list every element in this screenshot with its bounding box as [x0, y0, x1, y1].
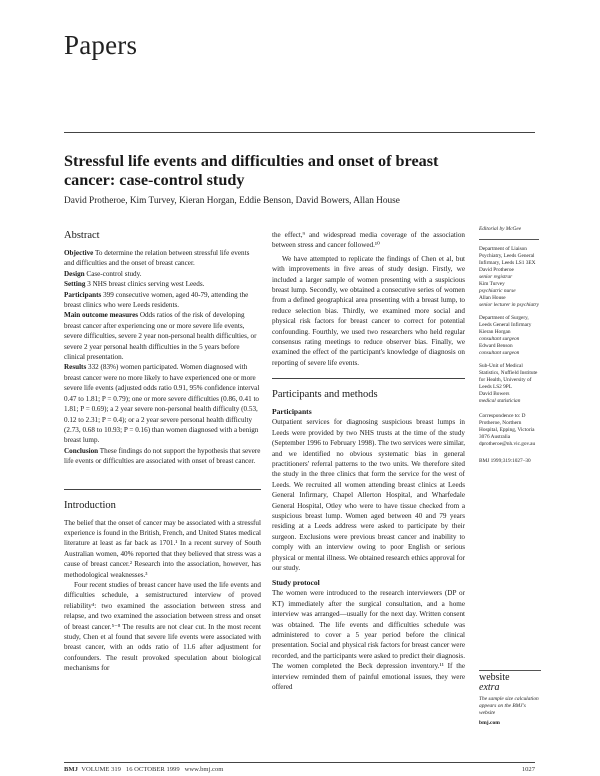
- page-footer: [64, 766, 535, 773]
- col2-paragraph-1: the effect,⁹ and widespread media coverage of the association between stress and cancer followed.¹⁰: [272, 231, 465, 250]
- abstract-results: Results 332 (83%) women participated. Women diagnosed with breast cancer were no more likely to have experienced one or more severe life events (adjusted odds ratio 0.91, 95% confidence interval 0.47 to 1.81; P = 0.79); one or more severe difficulties (0.86, 0.41 to 1.81; P = 0.69); a 2 year severe non-personal health difficulty (0.53, 0.12 to 2.31; P = 0.4); or a 2 year severe personal health difficulty (2.73, 0.68 to 10.93; P = 0.16) than women diagnosed with a benign breast lump.: [64, 363, 260, 445]
- author-role: medical statistician: [479, 398, 521, 404]
- author-name: Allan House: [479, 295, 506, 301]
- affiliation-block: [479, 363, 539, 405]
- abstract-participants: Participants 399 consecutive women, aged 40-79, attending the breast clinics who were Leeds residents.: [64, 290, 249, 310]
- footer-journal: BMJ: [64, 766, 78, 773]
- sidebar-rule: [479, 239, 539, 240]
- website-extra-box: [479, 670, 541, 726]
- author-name: Edward Benson: [479, 343, 513, 349]
- footer-date: 16 OCTOBER 1999: [125, 766, 180, 773]
- author-role: consultant surgeon: [479, 350, 520, 356]
- introduction-paragraph-1: The belief that the onset of cancer may be associated with a stressful experience is found in the British, French, and United States medical literature at least as far back as 1701.¹ In a recent survey of South Australian women, 40% reported that they believed that stress was a cause of breast cancer.² Research into the association, however, has methodological weaknesses.³: [64, 518, 261, 579]
- author-role: senior registrar: [479, 274, 513, 280]
- website-extra-rule: [479, 670, 541, 671]
- editorial-note: Editorial by McGee: [479, 226, 522, 232]
- author-role: consultant surgeon: [479, 336, 520, 342]
- website-extra-description: The sample size calculation appears on the BMJ's website: [479, 696, 539, 716]
- col2-paragraph-2: We have attempted to replicate the findings of Chen et al, but with improvements in five areas of study design. Firstly, we included a larger sample of women presenting with a suspicious breast lump. Secondly, we obtained a consecutive series of women from a defined geographical area presenting with a breast lump, to reduce selection bias. Thirdly, we examined more social and physical risk factors for breast cancer to correct for potential confounding. Fourthly, we used two researchers who held regular consensus rating meetings to reduce observer bias. Finally, we examined the effect of the participant's knowledge of diagnosis on reporting of severe life events.: [272, 254, 465, 367]
- affiliation-dept: Department of Liaison Psychiatry, Leeds General Infirmary, Leeds LS1 3EX: [479, 246, 536, 266]
- column-2: [272, 230, 465, 692]
- page-number: 1027: [521, 766, 535, 773]
- protocol-text: The women were introduced to the research interviewers (DP or KT) immediately after the surgical consultation, and a home interview was arranged—usually for the next day. Written consent was obtained. The life events and difficulties schedule was administered to cover a 5 year period before the clinical presentation. Social and physical risk factors for breast cancer were recorded, and the participants were asked to predict their diagnosis. The women completed the Beck depression inventory.¹¹ If the interview reminded them of painful emotional issues, they were offered: [272, 589, 465, 692]
- introduction-paragraph-2: Four recent studies of breast cancer have used the life events and difficulties schedule, a semistructured interview of proved reliability⁴: two examined the association between stress and relapse, and two examined the association between stress and onset of breast cancer.⁵⁻⁸ The results are not clear cut. In the most recent study, Chen et al found that severe life events were associated with breast cancer, with an odds ratio of 11.6 after adjustment for confounders. The result provoked speculation about biological mechanisms for: [64, 580, 261, 673]
- column-1: [64, 230, 261, 674]
- affiliation-block: [479, 315, 539, 357]
- protocol-heading: Study protocol: [272, 578, 320, 588]
- author-name: Kieran Horgan: [479, 329, 511, 335]
- introduction-heading: Introduction: [64, 499, 116, 511]
- participants-heading: Participants: [272, 407, 312, 417]
- abstract-conclusion: Conclusion These findings do not support the hypothesis that severe life events or difficulties are associated with onset of breast cancer.: [64, 446, 261, 466]
- author-role: psychiatric nurse: [479, 288, 516, 294]
- footer-volume: VOLUME 319: [81, 766, 121, 773]
- abstract-setting: Setting 3 NHS breast clinics serving west Leeds.: [64, 280, 205, 289]
- abstract-design: Design Case-control study.: [64, 269, 142, 278]
- abstract-objective: Objective To determine the relation between stressful life events and difficulties and the onset of breast cancer.: [64, 249, 250, 268]
- affiliation-dept: Department of Surgery, Leeds General Infirmary: [479, 315, 532, 328]
- author-name: Kim Turvey: [479, 281, 505, 287]
- author-name: David Bowers: [479, 391, 510, 397]
- abstract: [64, 230, 261, 467]
- participants-text: Outpatient services for diagnosing suspicious breast lumps in Leeds were provided by two NHS trusts at the time of the study (September 1996 to February 1998). The two services were similar, and we identified no obvious systematic bias in general practitioners' referral patterns to the two units. We therefore sited the study in the three clinics that form the service for the west of Leeds. We recruited all women attending breast clinics at Leeds General Infirmary, Chapel Allerton Hospital, and Wharfedale General Hospital, Otley who were to have tissue checked from a suspicious breast lump. Women aged between 40 and 79 years residing at a Leeds address were asked to participate by their surgeon. Exclusions were previous breast cancer and inability to comply with an interview owing to poor English or serious physical or mental illness. We obtained research ethics approval for our study.: [272, 418, 465, 572]
- footer-site[interactable]: www.bmj.com: [184, 766, 224, 773]
- website-extra-word1: website: [479, 672, 510, 683]
- footer-rule: [64, 762, 535, 763]
- article-title: Stressful life events and difficulties and onset of breast cancer: case-control study: [64, 152, 439, 189]
- article-authors: David Protheroe, Kim Turvey, Kieran Horgan, Eddie Benson, David Bowers, Allan House: [64, 196, 400, 206]
- affiliation-dept: Sub-Unit of Medical Statistics, Nuffield Institute for Health, University of Leeds LS2 9PL: [479, 363, 538, 390]
- affiliation-block: [479, 246, 539, 309]
- website-extra-url[interactable]: bmj.com: [479, 720, 500, 726]
- methods-heading: Participants and methods: [272, 389, 378, 401]
- abstract-divider: [64, 489, 261, 490]
- author-role: senior lecturer in psychiatry: [479, 302, 539, 308]
- abstract-outcome-measures: Main outcome measures Odds ratios of the risk of developing breast cancer after experiencing one or more severe life events, severe difficulties, severe 2 year non-personal health difficulties, or severe 2 year personal health difficulties in the 5 years before clinical presentation.: [64, 311, 257, 362]
- title-rule: [64, 132, 535, 133]
- website-extra-word2: extra: [479, 682, 500, 693]
- correspondence: Correspondence to: D Protheroe, Northern Hospital, Epping, Victoria 3076 Australia dprotheroe@nh.vic.gov.au: [479, 413, 536, 447]
- abstract-heading: Abstract: [64, 230, 100, 241]
- citation: BMJ 1999;319:1027–30: [479, 458, 531, 464]
- author-sidebar: [479, 226, 539, 471]
- section-label: Papers: [64, 30, 138, 60]
- author-name: David Protheroe: [479, 267, 514, 273]
- methods-divider: [272, 378, 465, 379]
